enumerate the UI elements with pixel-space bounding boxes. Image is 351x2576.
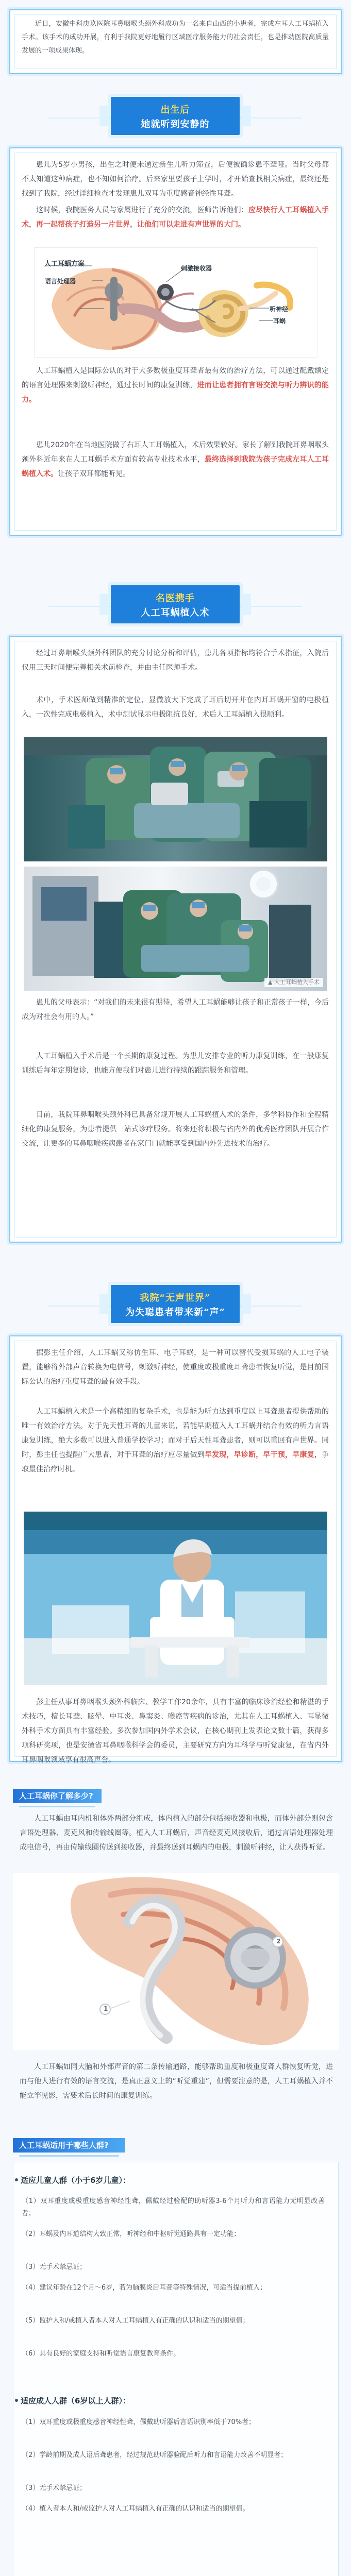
- section-3-paragraph-3: 彭主任从事耳鼻咽喉头颈外科临床、教学工作20余年，具有丰富的临床诊治经验和精湛的手术技巧，擅长耳聋、眩晕、中耳炎、鼻窦炎、喉癌等疾病的诊治，尤其在人工耳蜗植入、耳显微外科手术方面具有丰富经验。多次参加国内外学术会议，在核心期刊上发表论文数十篇，获得多项科研奖项，也是安徽省耳鼻咽喉科学会的委员，主要研究方向为耳科学与听觉康复，在省内外耳鼻咽喉领域享有很高声誉。: [22, 1698, 329, 1764]
- adult-title: 适应成人人群（6岁以上人群）：: [21, 2396, 130, 2405]
- section-2-badge: [111, 585, 240, 623]
- section-1-title-line-2: 她就听到安静的: [141, 119, 210, 130]
- section-2-paragraph-3: 患儿的父母表示：“对我们的未来很有期待，希望人工耳蜗能够让孩子和正常孩子一样，今后成为对社会有用的人。”: [22, 998, 329, 1021]
- section-3-paragraph-2-end: ，争取最佳治疗时机。: [22, 1451, 329, 1473]
- implant-illustration: [13, 1873, 339, 2050]
- section-3-paragraph-1-normal: 据彭主任介绍，人工耳蜗又称仿生耳、电子耳蜗，是一种可以替代受损耳蜗的人工电子装置，能够将外部声音转换为电信号，刺激听神经，使重度或极重度耳聋患者恢复听觉，是目前国际公认的治疗重度耳聋的最有效手段。: [22, 1349, 329, 1386]
- qa-1-paragraph-2: 人工耳蜗如同大脑和外部声音的第二条传输通路，能够帮助重度和极重度聋人群恢复听觉，进而与他人进行有效的语言交流，是真正意义上的“听觉重建”，但需要注意的是，人工耳蜗植入并不能立竿见影，需要术后长时间的康复训练。: [20, 2063, 333, 2100]
- adult-item-3: （3）无手术禁忌证；: [22, 2484, 87, 2492]
- qa-2-title-text: 人工耳蜗适用于哪些人群?: [19, 2141, 109, 2150]
- children-item-5: （5）监护人和/或植入者本人对人工耳蜗植入有正确的认识和适当的期望值；: [22, 2317, 249, 2325]
- ear-diagram: [34, 247, 317, 358]
- section-2-paragraph-4: 人工耳蜗植入手术后是一个长期的康复过程。为患儿安排专业的听力康复训练，在一般康复训练后每年定期复诊，也能方便我们对患儿进行持续的跟踪服务和管理。: [22, 1052, 329, 1075]
- section-1-paragraph-1: 患儿为5岁小男孩，出生之时便未通过新生儿听力筛查，后便被确诊患不聋哑。当时父母都不太知道这种病症，也不知如何治疗。后来家里要孩子上学时，才开始查找相关病症，最终还是找到了我院，经过详细检查才发现患儿双耳为重度感音神经性耳聋。: [22, 161, 329, 198]
- surgery-photo-top-image: [24, 737, 327, 861]
- surgery-photo-bottom: [24, 867, 327, 991]
- surgery-photo-top: [24, 737, 327, 861]
- adult-item-4: （4）植入者本人和/或监护人对人工耳蜗植入有正确的认识和适当的期望值。: [22, 2505, 249, 2513]
- section-3-paragraph-2: [22, 1404, 329, 1477]
- section-1-badge: [111, 97, 240, 135]
- children-item-3: （3）无手术禁忌证；: [22, 2263, 87, 2271]
- section-1-title-line-1: 出生后: [160, 105, 190, 115]
- qa-2-title: [13, 2138, 125, 2153]
- children-title: 适应儿童人群（小于6岁儿童）：: [21, 2176, 130, 2185]
- section-1-paragraph-4-normal: 患儿2020年在当地医院做了右耳人工耳蜗植入，术后效果较好。家长了解到我院耳鼻咽喉头颈外科近年来在人工耳蜗手术方面有较高专业技术水平，: [22, 441, 329, 464]
- diagram-label-cochlea: 耳蜗: [273, 317, 286, 325]
- implant-label-2: 2: [276, 1938, 281, 1945]
- children-item-6: （6）具有良好的家庭支持和听觉语言康复教育条件。: [22, 2350, 180, 2358]
- section-1-header: [0, 91, 351, 141]
- section-2-paragraph-1: 经过耳鼻咽喉头颈外科团队的充分讨论分析和评估，患儿各项指标均符合手术指征，入院后仅用三天时间便完善相关术前检查，并由主任医师手术。: [22, 649, 329, 672]
- section-3-paragraph-2-normal: 人工耳蜗植入术是一个高精细的复杂手术，也是能为听力达到重度以上耳聋患者提供帮助的唯一有效治疗方法。对于先天性耳聋的儿童来说，若能早期植入人工耳蜗并结合有效的听力言语康复训练，绝大多数可以进入普通学校学习；而对于后天性耳聋患者，则可以重回有声世界。同时，彭主任也提醒广大患者，对于耳聋的治疗应尽量做到: [22, 1408, 329, 1459]
- adult-item-2: （2）学龄前期及成人语后聋患者，经过规范助听器验配后听力和言语能力改善不明显者；: [22, 2451, 288, 2459]
- section-3-header: [0, 1279, 351, 1329]
- section-1-paragraph-4-accent: 最终选择到我院为孩子完成左耳人工耳蜗植入术。: [22, 455, 329, 478]
- children-item-2: （2）耳蜗及内耳道结构大致正常，听神经和中枢听觉通路具有一定功能；: [22, 2230, 241, 2238]
- section-2-header: [0, 579, 351, 630]
- section-1-paragraph-4-end: 让孩子双耳都能听见。: [58, 470, 130, 478]
- adult-bullet: [15, 2399, 18, 2402]
- diagram-label-implant: 人工耳蜗方案: [44, 260, 85, 268]
- section-1-paragraph-2: [22, 203, 329, 232]
- qa-1-title-text: 人工耳蜗你了解多少?: [19, 1791, 93, 1801]
- section-3-badge: [111, 1285, 240, 1323]
- section-3-title-line-2: 为失聪患者带来新“声”: [125, 1307, 225, 1318]
- surgery-photo-bottom-image: [24, 867, 327, 991]
- section-1-paragraph-3: [22, 364, 329, 407]
- diagram-label-electrode: 刺激接收器: [181, 265, 212, 272]
- section-2-paragraph-2: 术中，手术医师做到精准的定位，显微放大下完成了耳后切开并在内耳耳蜗开窗的电极植入，一次性完成电极植入，术中测试显示电极阻抗良好，术后人工耳蜗植入很顺利。: [22, 696, 329, 719]
- children-bullet: [15, 2178, 18, 2181]
- section-2-title-line-1: 名医携手: [156, 593, 195, 604]
- section-2-title-line-2: 人工耳蜗植入术: [141, 607, 210, 618]
- doctor-photo-image: [24, 1512, 327, 1685]
- section-3-paragraph-1: [22, 1346, 329, 1389]
- children-item-4: （4）建议年龄在12个月～6岁，若为脑膜炎后耳聋等特殊情况，可适当提前植入；: [22, 2284, 267, 2292]
- section-3-paragraph-2-accent: 早发现，早诊断，早干预，早康复: [204, 1451, 314, 1459]
- section-1-paragraph-2-normal: 这时候，我院医务人员与家属进行了充分的交流，医师告诉他们：: [36, 206, 248, 214]
- intro-paragraph: 近日，安徽中科庚玖医院耳鼻咽喉头颈外科成功为一名来自山西的小患者，完成左耳人工耳蜗植入手术。该手术的成功开展，有利于我院更好地履行区域医疗服务能力的社会责任，也是推动医院高质量发展的一项成果体现。: [22, 20, 329, 55]
- implant-label-1: 1: [104, 2005, 108, 2012]
- section-2-paragraph-5: 目前，我院耳鼻咽喉头颈外科已具备常规开展人工耳蜗植入术的条件，多学科协作和全程精细化的康复服务，为患者提供一站式诊疗服务。将来还将积极与省内外的优秀医疗团队开展合作交流，让更多的耳鼻咽喉疾病患者在家门口就能享受到国内外先进技术的治疗。: [22, 1111, 329, 1148]
- children-item-1: （1）双耳重度或极重度感音神经性聋，佩戴经过验配的助听器3-6个月听力和言语能力无明显改善者；: [22, 2197, 325, 2217]
- adult-item-1: （1）双耳重度或极重度感音神经性聋，佩戴助听器后言语识别率低于70%者；: [22, 2418, 256, 2426]
- diagram-label-nerve: 听神经: [270, 306, 289, 313]
- qa-1-title: [13, 1789, 102, 1803]
- section-1-paragraph-3-normal: 人工耳蜗植入是国际公认的对于大多数极重度耳聋者最有效的治疗方法，可以通过配戴额定的语言处理器来刺激听神经，通过长时间的康复训练，: [22, 367, 329, 389]
- section-1-paragraph-3-accent: 进而让患者拥有言语交流与听力辨识的能力。: [22, 381, 329, 404]
- section-1-paragraph-2-accent: 应尽快行人工耳蜗植入手术，再一起帮孩子打造另一片世界，让他们可以走进有声世界的大门。: [22, 206, 329, 229]
- section-3-title-line-1: 我院“无声世界”: [140, 1293, 211, 1303]
- section-1-paragraph-4: [22, 438, 329, 481]
- surgery-photo-caption: ▲ 人工耳蜗植入手术: [264, 978, 323, 987]
- doctor-photo: [24, 1512, 327, 1685]
- qa-1-paragraph-1: 人工耳蜗由耳内机和体外两部分组成，体内植入的部分包括接收器和电极，而体外部分则包含言语处理器、麦克风和传输线圈等。植入人工耳蜗后，声音经麦克风接收后，通过言语处理器处理成电信号，再由传输线圈传送到接收器，并最终送到耳蜗内的电极，刺激听神经，让人获得听觉。: [20, 1815, 333, 1852]
- implant-illustration-image: [13, 1873, 339, 2050]
- diagram-label-receiver: 语言处理器: [45, 278, 76, 285]
